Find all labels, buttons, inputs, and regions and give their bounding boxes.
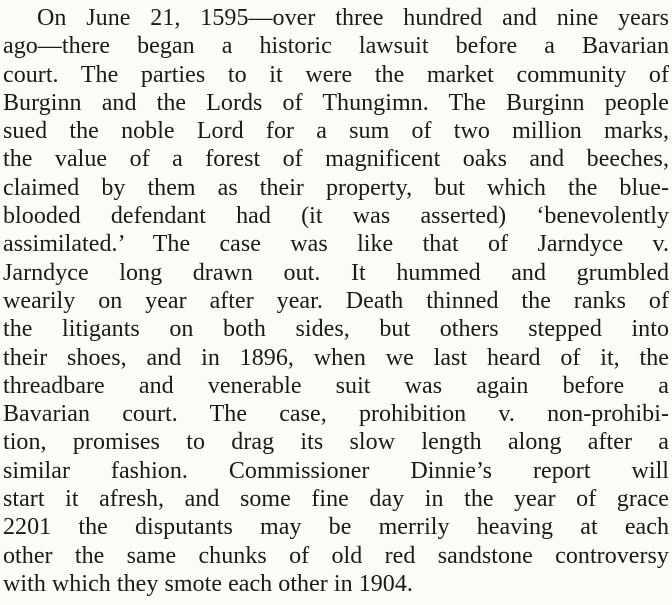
article-line: similar fashion. Commissioner Dinnie’s report will bbox=[3, 457, 669, 484]
article-line: Bavarian court. The case, prohibition v. non-prohibi- bbox=[3, 401, 669, 428]
article-line: tion, promises to drag its slow length along after a bbox=[3, 429, 669, 456]
article-line: other the same chunks of old red sandstone controversy bbox=[3, 542, 669, 569]
article-line: their shoes, and in 1896, when we last heard of it, the bbox=[3, 344, 669, 371]
article-line: threadbare and venerable suit was again before a bbox=[3, 372, 669, 399]
article-line: Burginn and the Lords of Thungimn. The Burginn people bbox=[3, 89, 669, 116]
article-line: the litigants on both sides, but others stepped into bbox=[3, 316, 669, 343]
article-line: claimed by them as their property, but which the blue- bbox=[3, 174, 669, 201]
article-line: the value of a forest of magnificent oaks and beeches, bbox=[3, 146, 669, 173]
article-paragraph bbox=[3, 4, 669, 598]
article-line: Jarndyce long drawn out. It hummed and grumbled bbox=[3, 259, 669, 286]
article-line: blooded defendant had (it was asserted) ‘benevolently bbox=[3, 203, 669, 230]
article-line: with which they smote each other in 1904. bbox=[3, 570, 413, 597]
article-line: ago—there began a historic lawsuit before a Bavarian bbox=[3, 33, 669, 60]
article-line: 2201 the disputants may be merrily heaving at each bbox=[3, 514, 669, 541]
article-line: wearily on year after year. Death thinned the ranks of bbox=[3, 287, 669, 314]
article-line: assimilated.’ The case was like that of Jarndyce v. bbox=[3, 231, 669, 258]
article-line: On June 21, 1595—over three hundred and nine years bbox=[37, 5, 669, 31]
article-line: sued the noble Lord for a sum of two million marks, bbox=[3, 118, 669, 145]
article-line: court. The parties to it were the market community of bbox=[3, 61, 669, 88]
article-line: start it afresh, and some fine day in the year of grace bbox=[3, 486, 669, 513]
